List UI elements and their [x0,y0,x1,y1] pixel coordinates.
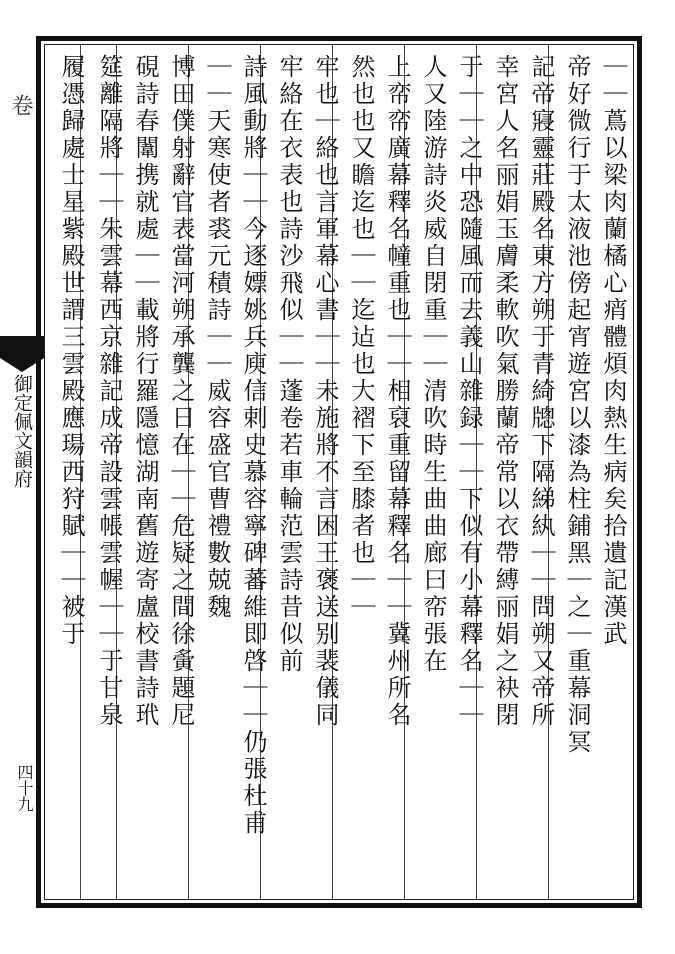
text-column: ｜｜蔦以梁肉蘭橘心痟體煩肉熱生病矣拾遺記漢武 [599,54,627,648]
page-number: 四十九 [15,764,34,812]
book-title: 御定佩文韻府 [11,374,33,488]
text-column: 然也也又瞻迄也｜｜迄迠也大褶下至膝者也｜｜ [347,54,375,621]
margin-strip [0,44,44,900]
text-column: 上帟帟廣幕釋名幢重也｜｜相裒重留幕釋名｜｜冀州所名 [383,54,411,729]
text-column: 履憑歸處士星紫殿世謂三雲殿應瑒西狩賦｜｜被于 [57,54,85,648]
margin-fragment: 卷 [8,94,33,118]
fish-tail-mark [0,336,44,358]
text-column: 硯詩春闈携就處｜｜載將行羅隱憶湖南舊遊寄盧校書詩玳 [131,54,159,729]
text-column: 牢也｜絡也言軍幕心書｜｜未施將不言困王褒送别裴儀同 [311,54,339,729]
text-column: 帝好微行于太液池傍起宵遊宮以漆為柱鋪黑｜之｜重幕洞冥 [563,54,591,756]
text-column: 于｜｜之中恐隨風而去義山雜録｜｜下似有小幕釋名｜｜ [455,54,483,729]
text-column: 詩風動將｜｜今逐嫖姚兵庾信剌史慕容寧碑蕃維即啓｜｜仍張杜甫 [239,54,267,837]
text-column: ｜｜天寒使者裘元積詩｜｜威容盛官曹禮數兢魏 [203,54,231,621]
text-column: 筵離隔將｜｜朱雲幕西京雜記成帝設雲帳雲幄｜｜于甘泉 [95,54,123,729]
text-column: 人又陸游詩炎威自閉重｜｜清吹時生曲曲廊曰帟張在 [419,54,447,675]
text-column: 幸宮人名丽娟玉膚柔軟吹氣勝蘭帝常以衣帶縛丽娟之袂閉 [491,54,519,729]
text-column: 牢絡在衣表也詩沙飛似｜｜蓬卷若車輪范雲詩昔似前 [275,54,303,675]
text-column: 博田僕射辭官表當河朔承龔之日在｜｜危疑之間徐夤題尼 [167,54,195,729]
text-column: 記帝寢靈莊殿名東方朔于青綺牕下隔綈紈｜｜問朔又帝所 [527,54,555,729]
